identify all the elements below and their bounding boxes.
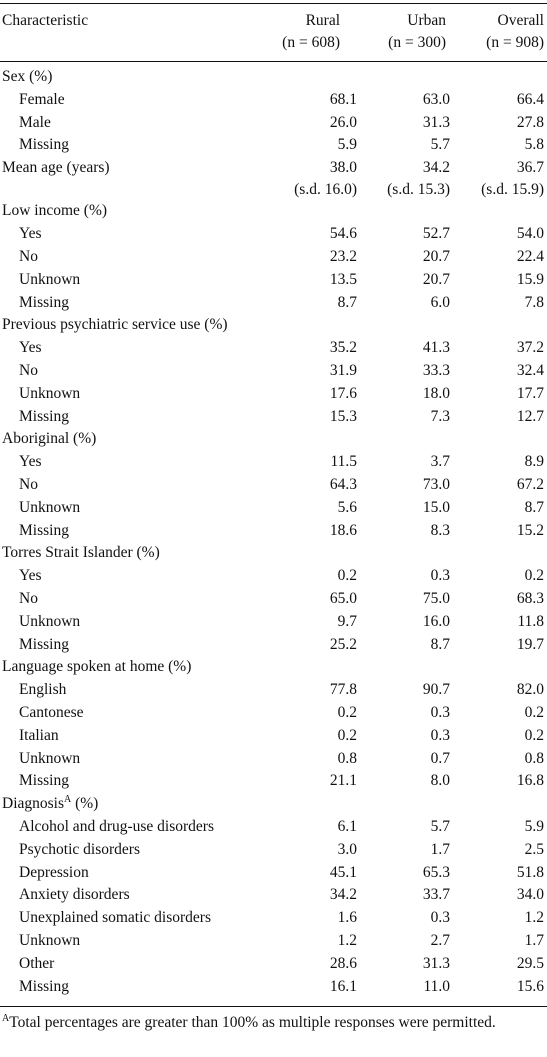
table-row [0, 953, 547, 976]
cell-rural: 17.6 [329, 384, 357, 402]
row-label [19, 246, 38, 269]
cell-urban: 18.0 [422, 384, 450, 402]
table-row [0, 862, 547, 885]
row-label-text: Missing [19, 772, 69, 790]
table-section-row [0, 428, 547, 451]
cell-overall: 15.9 [516, 270, 544, 288]
table-row [0, 474, 547, 497]
header-rural [240, 10, 340, 54]
table-section-row [0, 157, 547, 180]
row-label-text: Aboriginal (%) [2, 430, 97, 448]
header-rural-n: (n = 608) [282, 34, 340, 51]
cell-urban: 33.7 [422, 886, 450, 904]
footnote-superscript: A [64, 794, 72, 806]
cell-urban: 5.7 [430, 818, 450, 835]
cell-rural: 5.6 [337, 498, 357, 516]
table-row [0, 976, 547, 999]
table-section-row [0, 200, 547, 223]
cell-overall: 1.2 [524, 909, 544, 927]
row-label [19, 884, 130, 907]
row-label-text: English [19, 681, 67, 699]
cell-overall: 0.2 [524, 726, 544, 744]
row-label-text: Missing [19, 407, 69, 425]
cell-rural: 31.9 [329, 362, 357, 380]
cell-overall: 37.2 [516, 339, 544, 357]
table-row [0, 520, 547, 543]
footnote-marker: A [2, 1012, 10, 1024]
row-label-text: Italian [19, 726, 59, 744]
table-row [0, 770, 547, 793]
row-label-text: Yes [19, 339, 42, 357]
table-row [0, 748, 547, 771]
row-label-text: Missing [19, 977, 69, 995]
header-urban [346, 10, 446, 54]
cell-urban: 0.3 [430, 704, 450, 722]
table-row [0, 611, 547, 634]
table-row [0, 588, 547, 611]
row-label [19, 223, 42, 246]
cell-rural: 65.0 [329, 590, 357, 608]
cell-rural: 28.6 [329, 954, 357, 972]
row-label [2, 656, 191, 679]
row-label [19, 907, 211, 930]
row-label [19, 702, 84, 725]
table-row [0, 134, 547, 157]
row-label [19, 292, 69, 315]
row-label-text: Cantonese [19, 704, 84, 722]
cell-rural: 18.6 [329, 521, 357, 539]
row-label [2, 314, 228, 337]
table-row [0, 112, 547, 135]
cell-overall: 2.5 [524, 840, 544, 858]
cell-overall: 11.8 [517, 612, 544, 630]
cell-urban: 2.7 [430, 931, 450, 949]
row-label-text: Anxiety disorders [19, 886, 130, 904]
row-label-suffix: (%) [71, 795, 99, 813]
cell-urban: 0.3 [430, 909, 450, 927]
row-label [19, 520, 69, 543]
cell-rural: 34.2 [329, 886, 357, 904]
row-label-text: No [19, 362, 38, 380]
row-label [2, 793, 98, 816]
cell-rural: 38.0 [329, 159, 357, 177]
table-section-row [0, 66, 547, 89]
cell-overall: 0.2 [524, 567, 544, 585]
row-label-text: Torres Strait Islander (%) [2, 544, 160, 562]
row-label-text: Yes [19, 453, 42, 471]
cell-overall: 15.2 [516, 521, 544, 539]
cell-urban: 52.7 [422, 225, 450, 243]
cell-urban: 5.7 [430, 136, 450, 154]
cell-rural: 8.7 [337, 293, 357, 311]
cell-overall: 27.8 [516, 113, 544, 131]
cell-rural: 64.3 [329, 476, 357, 494]
cell-urban: 16.0 [422, 612, 450, 630]
table-section-row [0, 793, 547, 816]
table-row [0, 383, 547, 406]
cell-overall: 22.4 [516, 248, 544, 266]
row-label-text: No [19, 476, 38, 494]
cell-rural: 0.2 [337, 726, 357, 744]
cell-overall: 34.0 [516, 886, 544, 904]
table-bottom-rule [0, 1006, 547, 1007]
row-label [19, 360, 38, 383]
row-label [2, 542, 160, 565]
row-label [19, 839, 140, 862]
row-label-text: Yes [19, 225, 42, 243]
cell-overall: 5.9 [524, 818, 544, 835]
row-label [19, 497, 80, 520]
row-label-text: Unknown [19, 498, 81, 516]
cell-rural: 68.1 [329, 90, 357, 108]
row-label [2, 66, 52, 89]
cell-overall: 67.2 [516, 476, 544, 494]
cell-urban: 1.7 [430, 840, 450, 858]
cell-rural: 15.3 [329, 407, 357, 425]
row-label [19, 679, 66, 702]
row-label [19, 383, 80, 406]
cell-rural: 25.2 [329, 635, 357, 653]
cell-rural: 16.1 [329, 977, 357, 995]
cell-urban: 7.3 [430, 407, 450, 425]
cell-overall: (s.d. 15.9) [481, 180, 544, 198]
row-label [19, 862, 89, 885]
table-row [0, 565, 547, 588]
table-row [0, 725, 547, 748]
cell-overall: 7.8 [524, 293, 544, 311]
row-label-text: Yes [19, 567, 42, 585]
row-label-text: Male [19, 113, 51, 131]
header-overall-label: Overall [497, 12, 544, 29]
table-row [0, 930, 547, 953]
cell-overall: 12.7 [516, 407, 544, 425]
table-row [0, 406, 547, 429]
row-label [19, 953, 54, 976]
row-label [19, 451, 42, 474]
row-label-text: Other [19, 954, 55, 972]
row-label [19, 816, 214, 839]
table-row [0, 223, 547, 246]
cell-urban: 31.3 [422, 113, 450, 131]
cell-rural: 54.6 [329, 225, 357, 243]
cell-rural: 0.8 [337, 749, 357, 767]
cell-urban: 20.7 [422, 248, 450, 266]
cell-urban: 0.3 [430, 567, 450, 585]
table-row [0, 337, 547, 360]
row-label [19, 748, 80, 771]
cell-urban: 3.7 [430, 453, 450, 471]
cell-urban: 41.3 [422, 339, 450, 357]
row-label-text: Psychotic disorders [19, 840, 140, 858]
header-rural-label: Rural [305, 12, 340, 29]
cell-urban: 75.0 [422, 590, 450, 608]
cell-urban: 73.0 [422, 476, 450, 494]
cell-overall: 1.7 [524, 931, 544, 949]
row-label [19, 337, 42, 360]
row-label-text: Female [19, 90, 65, 108]
row-label-text: Missing [19, 293, 69, 311]
cell-urban: 65.3 [422, 863, 450, 881]
cell-urban: 34.2 [422, 159, 450, 177]
cell-rural: 11.5 [330, 453, 357, 471]
cell-overall: 17.7 [516, 384, 544, 402]
table-footnote [2, 1012, 545, 1034]
table-row [0, 180, 547, 201]
row-label [2, 157, 110, 180]
cell-overall: 0.2 [524, 704, 544, 722]
table-row [0, 89, 547, 112]
table-row [0, 839, 547, 862]
row-label [19, 269, 80, 292]
cell-rural: 1.6 [337, 909, 357, 927]
row-label-text: Alcohol and drug-use disorders [19, 818, 214, 835]
header-overall [444, 10, 544, 54]
cell-rural: 26.0 [329, 113, 357, 131]
cell-overall: 32.4 [516, 362, 544, 380]
table-body [0, 66, 547, 998]
cell-rural: 9.7 [337, 612, 357, 630]
row-label-text: Mean age (years) [2, 159, 110, 177]
table-row [0, 884, 547, 907]
cell-rural: 23.2 [329, 248, 357, 266]
cell-overall: 68.3 [516, 590, 544, 608]
row-label-text: Missing [19, 136, 69, 154]
row-label-text: Unknown [19, 931, 81, 949]
header-overall-n: (n = 908) [486, 34, 544, 51]
cell-rural: 6.1 [337, 818, 357, 835]
row-label [19, 770, 69, 793]
row-label [19, 725, 59, 748]
row-label-text: Unknown [19, 612, 81, 630]
row-label [19, 89, 65, 112]
row-label-text: No [19, 590, 38, 608]
row-label [19, 930, 80, 953]
row-label-text: Depression [19, 863, 89, 881]
row-label-text: Missing [19, 521, 69, 539]
cell-overall: 8.7 [524, 498, 544, 516]
cell-urban: 6.0 [430, 293, 450, 311]
row-label [19, 406, 69, 429]
cell-rural: 21.1 [329, 772, 357, 790]
table-section-row [0, 542, 547, 565]
row-label-text: Unexplained somatic disorders [19, 909, 211, 927]
table-section-row [0, 656, 547, 679]
cell-rural: 5.9 [337, 136, 357, 154]
cell-overall: 54.0 [516, 225, 544, 243]
table-row [0, 269, 547, 292]
table-row [0, 246, 547, 269]
row-label-text: Unknown [19, 384, 81, 402]
cell-urban: 33.3 [422, 362, 450, 380]
cell-rural: 0.2 [337, 567, 357, 585]
table-row [0, 679, 547, 702]
cell-rural: 0.2 [337, 704, 357, 722]
cell-rural: 1.2 [337, 931, 357, 949]
cell-overall: 15.6 [516, 977, 544, 995]
cell-rural: 3.0 [337, 840, 357, 858]
cell-overall: 29.5 [516, 954, 544, 972]
header-urban-n: (n = 300) [388, 34, 446, 51]
row-label-text: Previous psychiatric service use (%) [2, 316, 228, 334]
cell-overall: 5.8 [524, 136, 544, 154]
row-label [19, 611, 80, 634]
row-label [19, 565, 42, 588]
cell-urban: 20.7 [422, 270, 450, 288]
row-label [19, 134, 69, 157]
cell-rural: (s.d. 16.0) [294, 180, 357, 198]
table-row [0, 360, 547, 383]
table-row [0, 634, 547, 657]
row-label-text: Unknown [19, 749, 81, 767]
row-label-text: Unknown [19, 270, 81, 288]
cell-overall: 36.7 [516, 159, 544, 177]
cell-urban: 0.3 [430, 726, 450, 744]
row-label [19, 634, 69, 657]
footnote-text: Total percentages are greater than 100% as multiple responses were permitted. [9, 1014, 496, 1031]
cell-overall: 8.9 [524, 453, 544, 471]
row-label [2, 428, 96, 451]
table-row [0, 451, 547, 474]
table-top-rule [0, 3, 547, 4]
cell-urban: 11.0 [423, 977, 450, 995]
header-urban-label: Urban [407, 12, 446, 29]
cell-urban: 8.7 [430, 635, 450, 653]
cell-overall: 51.8 [516, 863, 544, 881]
row-label-text: Low income (%) [2, 202, 108, 220]
cell-rural: 35.2 [329, 339, 357, 357]
cell-urban: 8.0 [430, 772, 450, 790]
table-row [0, 907, 547, 930]
cell-urban: 31.3 [422, 954, 450, 972]
cell-urban: (s.d. 15.3) [387, 180, 450, 198]
cell-overall: 66.4 [516, 90, 544, 108]
row-label-text: No [19, 248, 38, 266]
table-row [0, 816, 547, 839]
row-label-text: Sex (%) [2, 68, 53, 85]
cell-overall: 16.8 [516, 772, 544, 790]
cell-rural: 13.5 [329, 270, 357, 288]
cell-overall: 82.0 [516, 681, 544, 699]
header-bottom-rule [0, 61, 547, 62]
cell-rural: 77.8 [329, 681, 357, 699]
row-label-text: Diagnosis [2, 795, 64, 813]
row-label [19, 474, 38, 497]
row-label [19, 112, 51, 135]
cell-urban: 8.3 [430, 521, 450, 539]
row-label [19, 976, 69, 999]
cell-urban: 63.0 [422, 90, 450, 108]
cell-overall: 19.7 [516, 635, 544, 653]
cell-urban: 15.0 [422, 498, 450, 516]
table-section-row [0, 314, 547, 337]
row-label-text: Language spoken at home (%) [2, 658, 192, 676]
table-row [0, 292, 547, 315]
cell-urban: 0.7 [430, 749, 450, 767]
row-label [2, 200, 107, 223]
row-label [19, 588, 38, 611]
row-label-text: Missing [19, 635, 69, 653]
cell-urban: 90.7 [422, 681, 450, 699]
table-row [0, 497, 547, 520]
cell-overall: 0.8 [524, 749, 544, 767]
header-characteristic: Characteristic [2, 12, 89, 29]
table-row [0, 702, 547, 725]
cell-rural: 45.1 [329, 863, 357, 881]
